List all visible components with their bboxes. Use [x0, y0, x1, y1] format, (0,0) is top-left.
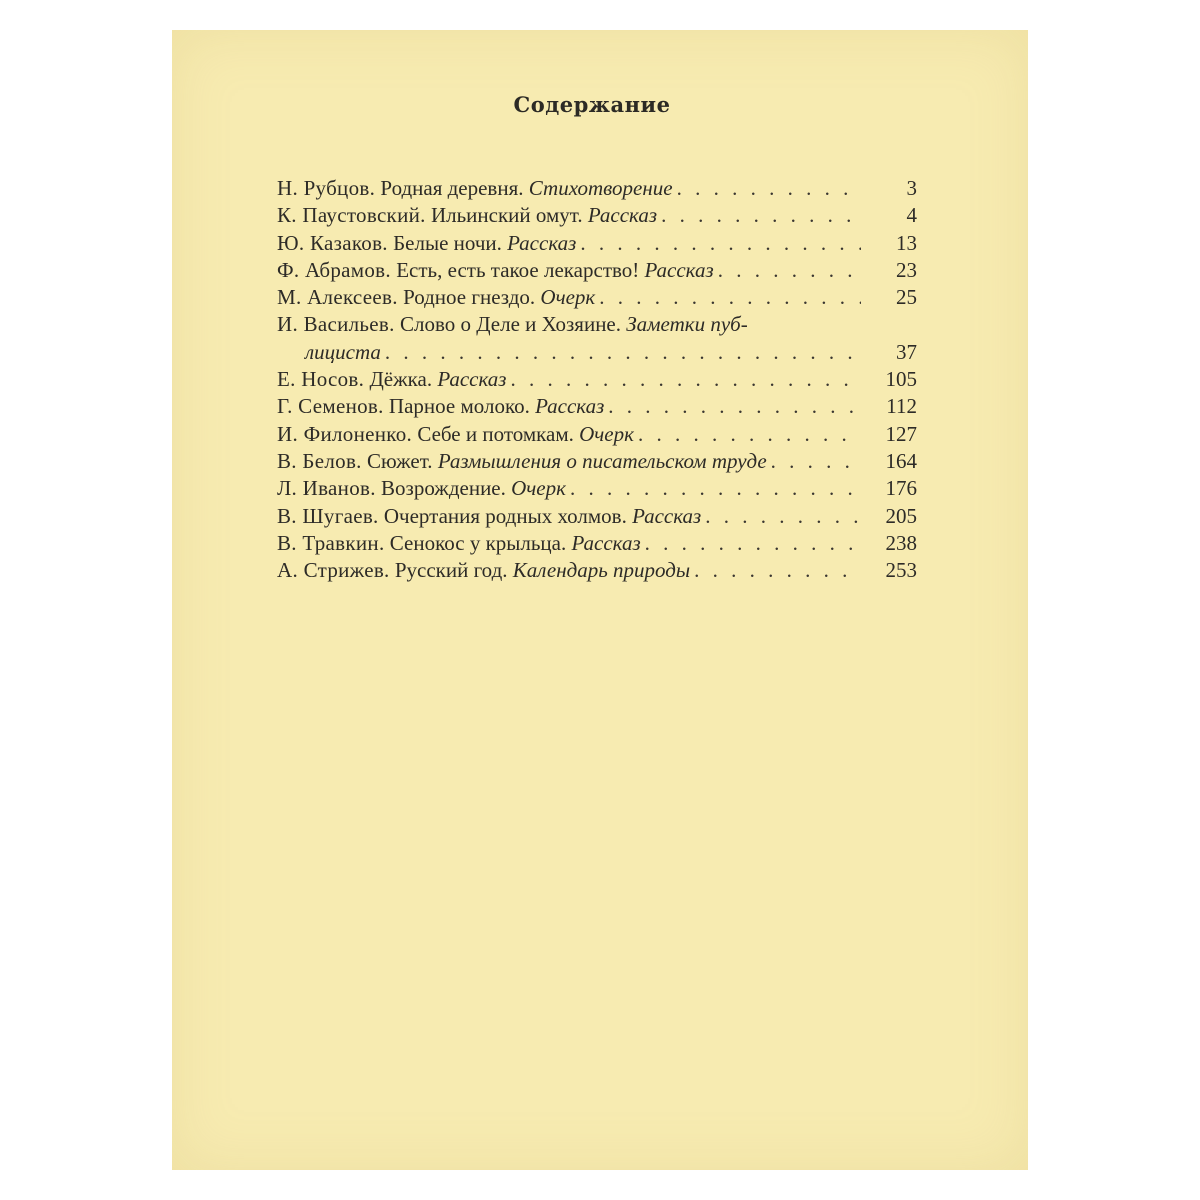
toc-page-number: 25	[896, 285, 917, 310]
toc-title: Родная деревня.	[380, 176, 524, 200]
toc-entry-text	[277, 175, 673, 202]
toc-title: Есть, есть такое лекарство!	[396, 257, 640, 282]
toc-entry-continuation	[277, 339, 917, 366]
toc-entry	[277, 557, 917, 584]
dot-leader	[511, 366, 862, 393]
toc-entry-text	[277, 393, 604, 420]
toc-page-number: 112	[886, 394, 917, 419]
toc-title: Дёжка.	[369, 367, 433, 392]
toc-entry-text	[277, 257, 714, 284]
dot-leader	[608, 393, 861, 420]
toc-entry	[277, 421, 917, 448]
book-page	[172, 30, 1028, 1170]
toc-entry	[277, 503, 917, 530]
toc-title: Белые ночи.	[393, 230, 502, 255]
dot-leader	[661, 202, 861, 229]
toc-genre: Рассказ	[507, 230, 577, 255]
toc-entry	[277, 257, 917, 284]
toc-genre: Очерк	[579, 421, 634, 446]
toc-page-number: 127	[885, 421, 917, 446]
toc-author: В. Шугаев.	[277, 503, 379, 528]
toc-entry-text	[277, 284, 595, 311]
table-of-contents	[277, 175, 917, 584]
toc-page-number: 253	[885, 558, 917, 583]
dot-leader	[580, 230, 861, 257]
toc-title: Сюжет.	[366, 448, 433, 473]
toc-title: Себе и потомкам.	[417, 421, 574, 446]
toc-entry	[277, 202, 917, 229]
toc-page-number: 23	[896, 257, 917, 282]
dot-leader	[645, 530, 861, 557]
toc-author: К. Паустовский.	[277, 203, 426, 228]
toc-author: М. Алексеев.	[277, 285, 398, 310]
dot-leader	[705, 503, 861, 530]
toc-page-number: 238	[885, 530, 917, 555]
toc-entry-text	[277, 366, 507, 393]
toc-author: Н. Рубцов.	[277, 176, 376, 200]
toc-genre: Рассказ	[437, 367, 507, 392]
toc-author: В. Травкин.	[277, 530, 385, 555]
toc-entry-text	[277, 448, 767, 475]
toc-genre: Стихотворение	[528, 176, 673, 200]
toc-entry	[277, 366, 917, 393]
toc-entry	[277, 475, 917, 502]
toc-genre: Рассказ	[571, 530, 641, 555]
toc-author: Л. Иванов.	[277, 476, 376, 501]
toc-entry	[277, 311, 917, 338]
toc-title: Парное молоко.	[388, 394, 530, 419]
toc-entry	[277, 230, 917, 257]
toc-author: И. Васильев.	[277, 312, 395, 337]
toc-genre: Размышления о писательском труде	[437, 448, 767, 473]
toc-title: Сенокос у крыльца.	[389, 530, 567, 555]
toc-author: А. Стрижев.	[277, 558, 390, 583]
toc-entry-text	[305, 339, 381, 366]
dot-leader	[638, 421, 861, 448]
toc-entry-text	[277, 557, 690, 584]
toc-title: Слово о Деле и Хозяине.	[399, 312, 621, 337]
toc-genre: Рассказ	[632, 503, 702, 528]
toc-author: В. Белов.	[277, 448, 362, 473]
toc-entry-text	[277, 530, 641, 557]
toc-entry	[277, 175, 917, 202]
dot-leader	[385, 339, 861, 366]
toc-author: Е. Носов.	[277, 367, 365, 392]
toc-genre: Очерк	[540, 285, 596, 310]
toc-title: Русский год.	[394, 558, 508, 583]
toc-entry	[277, 284, 917, 311]
page-heading: Содержание	[513, 92, 671, 117]
dot-leader	[694, 557, 861, 584]
toc-page-number: 205	[885, 503, 917, 528]
dot-leader	[771, 448, 861, 475]
dot-leader	[677, 175, 861, 202]
toc-genre: Рассказ	[535, 394, 605, 419]
toc-author: И. Филоненко.	[277, 421, 413, 446]
toc-entry-text	[277, 230, 576, 257]
dot-leader	[570, 475, 861, 502]
toc-entry-text	[277, 421, 634, 448]
toc-entry	[277, 530, 917, 557]
toc-page-number: 4	[906, 203, 917, 228]
toc-entry-text	[277, 503, 701, 530]
toc-entry	[277, 448, 917, 475]
toc-genre: Заметки пуб-	[626, 312, 748, 337]
toc-genre: Календарь природы	[512, 558, 691, 583]
toc-genre: Рассказ	[587, 203, 658, 228]
dot-leader	[718, 257, 861, 284]
toc-genre: лициста	[305, 339, 381, 364]
dot-leader	[599, 284, 861, 311]
toc-page-number: 13	[896, 230, 917, 255]
toc-page-number: 105	[885, 367, 917, 392]
toc-entry-text	[277, 475, 566, 502]
toc-genre: Рассказ	[644, 257, 714, 282]
toc-author: Ю. Казаков.	[277, 230, 388, 255]
toc-title: Возрождение.	[381, 476, 506, 501]
toc-author: Ф. Абрамов.	[277, 257, 391, 282]
toc-page-number: 164	[885, 448, 917, 473]
toc-entry	[277, 393, 917, 420]
toc-title: Очертания родных холмов.	[383, 503, 627, 528]
toc-author: Г. Семенов.	[277, 394, 384, 419]
toc-page-number: 176	[885, 476, 917, 501]
toc-page-number: 37	[896, 339, 917, 364]
toc-page-number: 3	[906, 176, 917, 200]
toc-entry-text	[277, 311, 748, 338]
toc-title: Ильинский омут.	[430, 203, 583, 228]
toc-title: Родное гнездо.	[403, 285, 536, 310]
toc-entry-text	[277, 202, 657, 229]
toc-genre: Очерк	[511, 476, 566, 501]
